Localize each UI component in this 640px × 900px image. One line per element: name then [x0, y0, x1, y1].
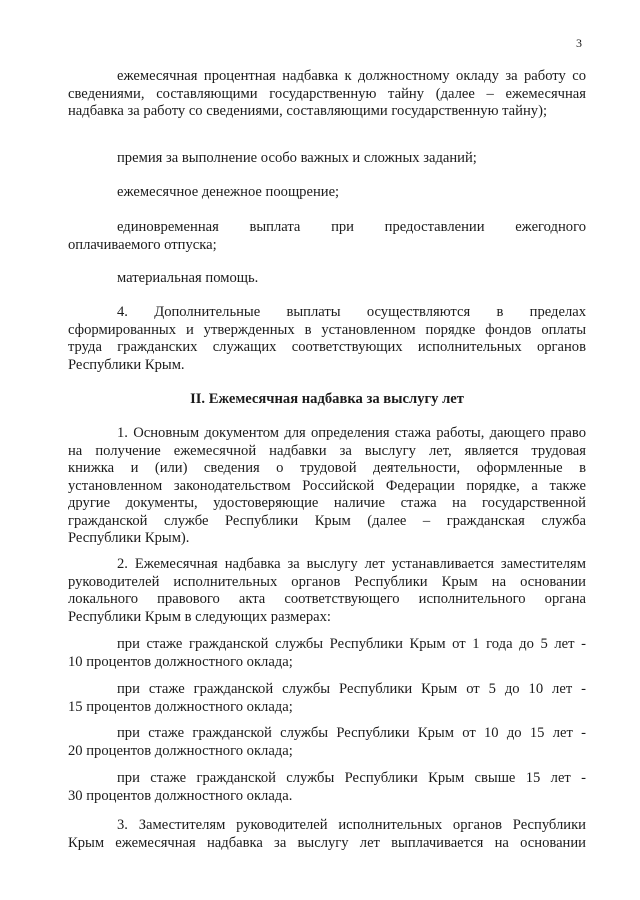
text-line: 20 процентов должностного оклада; — [68, 742, 293, 759]
text-line: Республики Крым). — [68, 530, 190, 546]
text-line: единовременная выплата при предоставлении ежегодного — [117, 219, 586, 235]
text-line: сведениями, составляющими государственную тайну (далее – ежемесячная — [68, 85, 586, 102]
text-line: оплачиваемого отпуска; — [68, 236, 217, 253]
paragraph-section-1 — [68, 425, 586, 548]
section-heading: II. Ежемесячная надбавка за выслугу лет — [190, 391, 464, 407]
text-line: гражданской службе Республики Крым (далее – гражданская служба — [68, 512, 586, 529]
text-line: локального правового акта соответствующего исполнительного органа — [68, 591, 586, 607]
text-line: премия за выполнение особо важных и сложных заданий; — [117, 150, 477, 166]
text-line: 4. Дополнительные выплаты осуществляются в пределах — [117, 304, 586, 320]
text-line: 2. Ежемесячная надбавка за выслугу лет устанавливается заместителям — [117, 556, 586, 572]
text-line: другие документы, удостоверяющие наличие стажа на государственной — [68, 495, 586, 511]
text-line: сформированных и утвержденных в установленном порядке фондов оплаты — [68, 321, 586, 338]
text-line: надбавка за работу со сведениями, составляющими государственную тайну); — [68, 103, 547, 119]
paragraph-tier-over-15 — [68, 770, 586, 805]
text-line: при стаже гражданской службы Республики Крым от 10 до 15 лет - — [117, 725, 586, 741]
paragraph-monetary-incentive — [117, 184, 586, 202]
text-line: 30 процентов должностного оклада. — [68, 787, 293, 804]
text-line: ежемесячная процентная надбавка к должностному окладу за работу со — [117, 68, 586, 84]
text-line: на получение ежемесячной надбавки за выслугу лет, является трудовая — [68, 442, 586, 459]
paragraph-secret-info-allowance — [68, 68, 586, 121]
paragraph-section-2 — [68, 556, 586, 626]
text-line: установленном законодательством Российской Федерации порядке, а также — [68, 477, 586, 494]
paragraph-bonus — [117, 150, 586, 168]
paragraph-material-aid — [117, 270, 586, 288]
text-line: Крым ежемесячная надбавка за выслугу лет выплачивается на основании — [68, 834, 586, 851]
text-line: при стаже гражданской службы Республики Крым от 1 года до 5 лет - — [117, 636, 586, 652]
paragraph-tier-1-5 — [68, 636, 586, 671]
paragraph-tier-10-15 — [68, 725, 586, 760]
text-line: материальная помощь. — [117, 270, 259, 286]
page-number: 3 — [576, 36, 582, 50]
paragraph-tier-5-10 — [68, 681, 586, 716]
paragraph-additional-payments — [68, 304, 586, 374]
text-line: при стаже гражданской службы Республики Крым свыше 15 лет - — [117, 770, 586, 786]
text-line: 3. Заместителям руководителей исполнительных органов Республики — [117, 817, 586, 833]
text-line: ежемесячное денежное поощрение; — [117, 184, 340, 200]
text-line: книжка и (или) сведения о трудовой деятельности, оформленные в — [68, 460, 586, 476]
paragraph-section-3 — [68, 817, 586, 852]
text-line: 15 процентов должностного оклада; — [68, 698, 293, 715]
text-line: руководителей исполнительных органов Республики Крым на основании — [68, 573, 586, 590]
text-line: Республики Крым в следующих размерах: — [68, 608, 331, 625]
text-line: 1. Основным документом для определения стажа работы, дающего право — [117, 425, 586, 441]
text-line: при стаже гражданской службы Республики Крым от 5 до 10 лет - — [117, 681, 586, 697]
text-line: труда гражданских служащих соответствующих исполнительных органов — [68, 339, 586, 355]
text-line: 10 процентов должностного оклада; — [68, 653, 293, 670]
text-line: Республики Крым. — [68, 356, 185, 373]
paragraph-vacation-payment — [68, 219, 586, 254]
